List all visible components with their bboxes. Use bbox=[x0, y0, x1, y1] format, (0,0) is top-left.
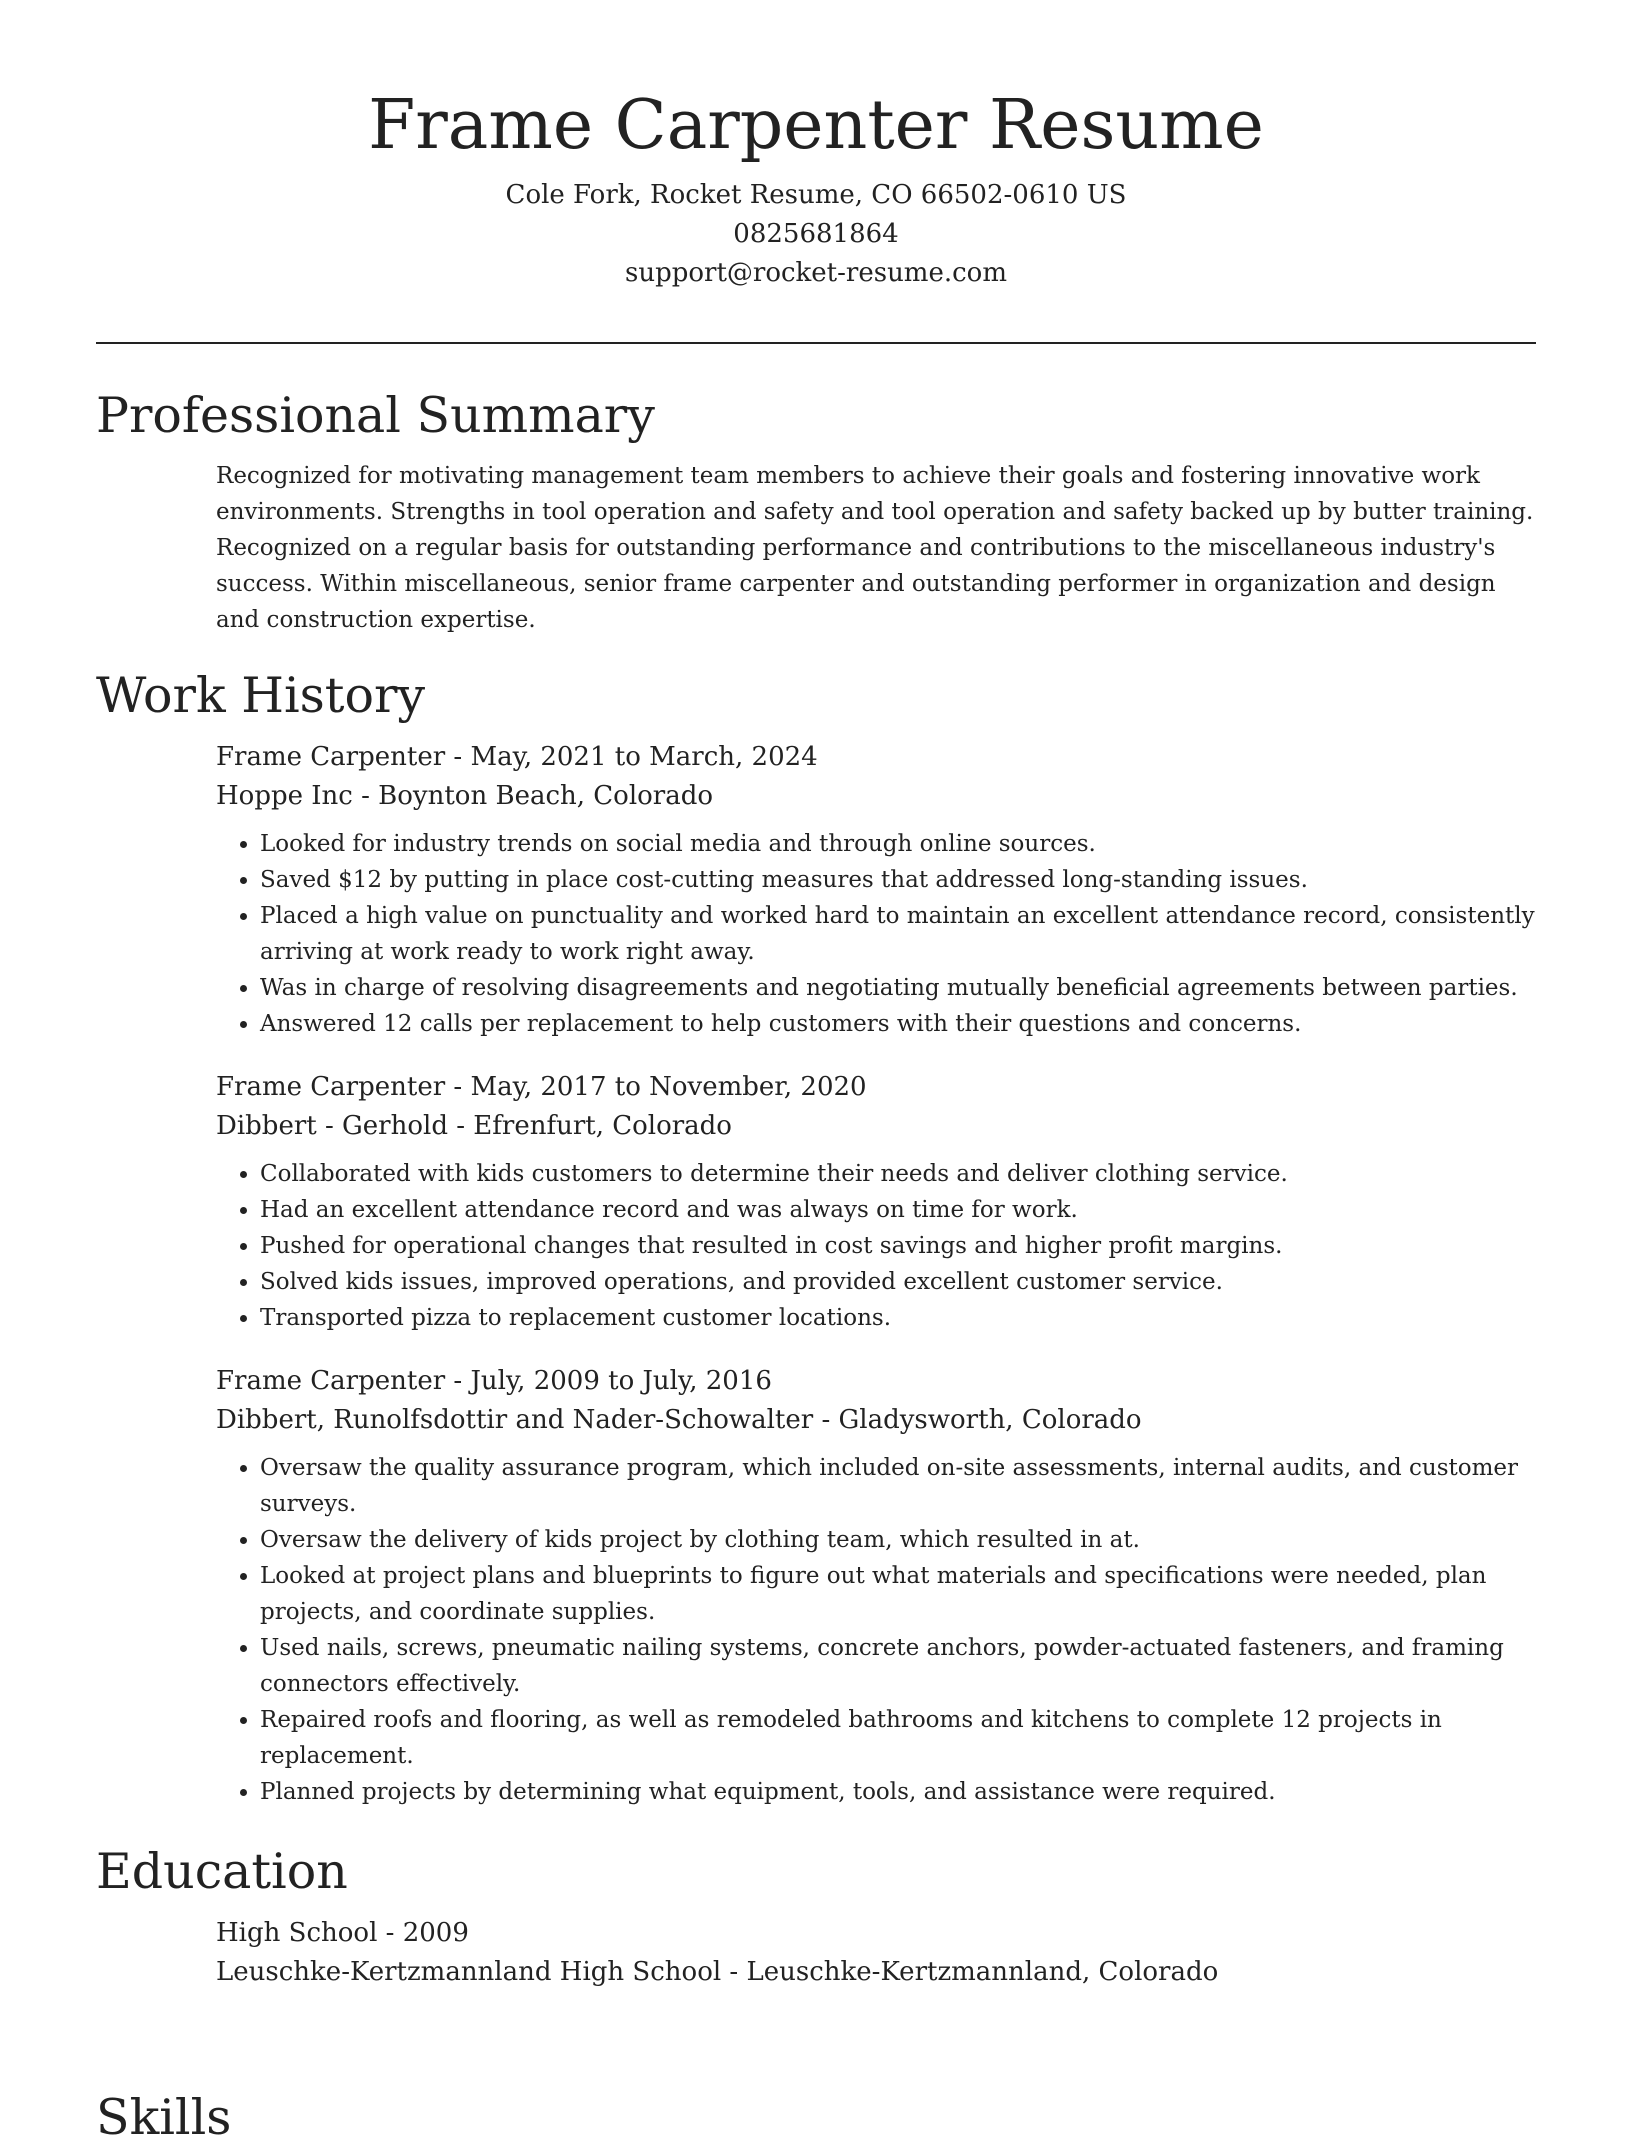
job-location: - Efrenfurt, Colorado bbox=[447, 1111, 732, 1141]
job-bullets bbox=[216, 1156, 1536, 1336]
job-dates: - July, 2009 to July, 2016 bbox=[445, 1366, 772, 1396]
job-title-line bbox=[216, 738, 1536, 777]
job-company: Hoppe Inc bbox=[216, 781, 353, 811]
job-bullet: • Oversaw the delivery of kids project by clothing team, which resulted in at. bbox=[260, 1522, 1536, 1558]
job-company-line bbox=[216, 777, 1536, 816]
education-degree-line bbox=[216, 1914, 1536, 1953]
job-title: Frame Carpenter bbox=[216, 742, 446, 772]
job-location: - Gladysworth, Colorado bbox=[813, 1405, 1142, 1435]
education-school-line bbox=[216, 1953, 1536, 1992]
education-location: - Leuschke-Kertzmannland, Colorado bbox=[721, 1957, 1219, 1987]
job-location: - Boynton Beach, Colorado bbox=[352, 781, 714, 811]
job-bullet: • Planned projects by determining what equipment, tools, and assistance were required. bbox=[260, 1774, 1536, 1810]
resume-content bbox=[96, 380, 1536, 1992]
job-title: Frame Carpenter bbox=[216, 1366, 446, 1396]
summary-text: Recognized for motivating management team members to achieve their goals and fostering innovative work environments. Strengths in tool operation and safety and tool operation and safety backed up by butter training. Recognized on a regular basis for outstanding performance and contributions to the miscellaneous industry's success. Within miscellaneous, senior frame carpenter and outstanding performer in organization and design and construction expertise. bbox=[216, 463, 1534, 633]
education-year: - 2009 bbox=[377, 1918, 469, 1948]
work-history-body bbox=[216, 738, 1536, 1810]
job-bullet: • Pushed for operational changes that resulted in cost savings and higher profit margins. bbox=[260, 1228, 1536, 1264]
job-company: Dibbert - Gerhold bbox=[216, 1111, 448, 1141]
job-bullet: • Had an excellent attendance record and was always on time for work. bbox=[260, 1192, 1536, 1228]
education-body bbox=[216, 1914, 1536, 1992]
resume-title: Frame Carpenter Resume bbox=[368, 86, 1264, 165]
work-history-section bbox=[96, 660, 1536, 1810]
job-bullet: • Solved kids issues, improved operations, and provided excellent customer service. bbox=[260, 1264, 1536, 1300]
job-entry bbox=[216, 1068, 1536, 1336]
education-school: Leuschke-Kertzmannland High School bbox=[216, 1957, 722, 1987]
job-bullet: • Answered 12 calls per replacement to help customers with their questions and concerns. bbox=[260, 1006, 1536, 1042]
job-bullet: • Oversaw the quality assurance program, which included on-site assessments, internal audits, and customer surveys. bbox=[260, 1450, 1536, 1522]
job-company-line bbox=[216, 1401, 1536, 1440]
job-bullets bbox=[216, 1450, 1536, 1810]
education-degree: High School bbox=[216, 1918, 378, 1948]
job-bullet: • Looked at project plans and blueprints to figure out what materials and specifications were needed, plan projects, and coordinate supplies. bbox=[260, 1558, 1536, 1630]
education-heading: Education bbox=[96, 1843, 348, 1900]
summary-body bbox=[216, 458, 1536, 638]
job-bullet: • Was in charge of resolving disagreements and negotiating mutually beneficial agreements between parties. bbox=[260, 970, 1536, 1006]
job-title: Frame Carpenter bbox=[216, 1072, 446, 1102]
job-bullet: • Collaborated with kids customers to determine their needs and deliver clothing service. bbox=[260, 1156, 1536, 1192]
job-bullet: • Saved $12 by putting in place cost-cutting measures that addressed long-standing issues. bbox=[260, 862, 1536, 898]
header-divider bbox=[96, 342, 1536, 344]
job-bullet: • Placed a high value on punctuality and worked hard to maintain an excellent attendance record, consistently arriving at work ready to work right away. bbox=[260, 898, 1536, 970]
job-company-line bbox=[216, 1107, 1536, 1146]
job-bullet: • Repaired roofs and flooring, as well as remodeled bathrooms and kitchens to complete 12 projects in replacement. bbox=[260, 1702, 1536, 1774]
job-title-line bbox=[216, 1362, 1536, 1401]
job-company: Dibbert, Runolfsdottir and Nader-Schowalter bbox=[216, 1405, 814, 1435]
contact-address: Cole Fork, Rocket Resume, CO 66502-0610 US bbox=[505, 180, 1127, 210]
summary-section bbox=[96, 380, 1536, 638]
summary-heading: Professional Summary bbox=[96, 387, 655, 444]
job-entry bbox=[216, 1362, 1536, 1810]
job-title-line bbox=[216, 1068, 1536, 1107]
job-bullets bbox=[216, 826, 1536, 1042]
education-section bbox=[96, 1836, 1536, 1992]
contact-phone: 0825681864 bbox=[733, 219, 899, 249]
job-bullet: • Looked for industry trends on social media and through online sources. bbox=[260, 826, 1536, 862]
job-entry bbox=[216, 738, 1536, 1042]
job-dates: - May, 2017 to November, 2020 bbox=[445, 1072, 867, 1102]
resume-header bbox=[96, 78, 1536, 293]
contact-email: support@rocket-resume.com bbox=[624, 258, 1007, 288]
work-history-heading: Work History bbox=[96, 667, 426, 724]
job-dates: - May, 2021 to March, 2024 bbox=[445, 742, 818, 772]
job-bullet: • Used nails, screws, pneumatic nailing systems, concrete anchors, powder-actuated fasteners, and framing connectors effectively. bbox=[260, 1630, 1536, 1702]
job-bullet: • Transported pizza to replacement customer locations. bbox=[260, 1300, 1536, 1336]
skills-heading: Skills bbox=[96, 2089, 232, 2146]
